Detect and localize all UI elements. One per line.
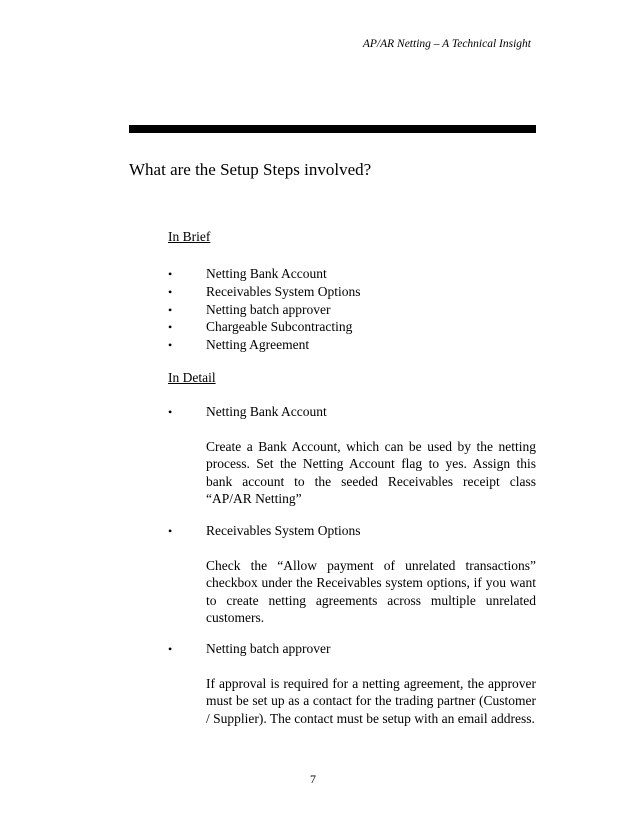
detail-title-text: Receivables System Options [206,523,361,538]
bullet-icon: • [168,524,173,538]
detail-item-title [168,522,536,540]
list-item [168,265,360,283]
detail-item-title [168,403,536,421]
detail-item-body: Create a Bank Account, which can be used by the netting process. Set the Netting Account flag to yes. Assign this bank account to the seeded Receivables receipt class “AP/AR Netting” [206,439,536,507]
running-header: AP/AR Netting – A Technical Insight [362,38,531,50]
list-item-label: Netting Bank Account [206,266,327,281]
page-number: 7 [310,772,316,786]
detail-item-netting-batch-approver [168,640,536,727]
bullet-icon: • [168,338,173,353]
list-item-label: Netting Agreement [206,337,310,353]
detail-item-body: Check the “Allow payment of unrelated transactions” checkbox under the Receivables system options, if you want to create netting agreements across multiple unrelated customers. [206,558,536,626]
list-item-label: Netting batch approver [206,301,331,317]
list-item-label: Chargeable Subcontracting [206,319,353,335]
header-rule [129,125,536,133]
list-item [168,301,360,319]
detail-item-body: If approval is required for a netting agreement, the approver must be set up as a contact for the trading partner (Customer / Supplier). The contact must be setup with an email address. [206,676,536,726]
detail-title-text: Netting batch approver [206,641,331,656]
list-item [168,318,360,336]
bullet-icon: • [168,642,173,656]
section-title: What are the Setup Steps involved? [129,160,372,179]
list-item-label: Receivables System Options [206,283,361,299]
bullet-icon: • [168,284,173,299]
detail-item-title [168,640,536,658]
bullet-icon: • [168,320,173,335]
bullet-icon: • [168,302,173,317]
detail-item-netting-bank-account [168,403,536,508]
bullet-icon: • [168,405,173,419]
brief-list [168,265,360,354]
list-item [168,283,360,301]
in-brief-heading: In Brief [168,229,211,244]
bullet-icon: • [168,267,173,281]
list-item [168,336,360,354]
detail-item-receivables-system-options [168,522,536,627]
detail-title-text: Netting Bank Account [206,404,327,419]
in-detail-heading: In Detail [168,370,216,385]
